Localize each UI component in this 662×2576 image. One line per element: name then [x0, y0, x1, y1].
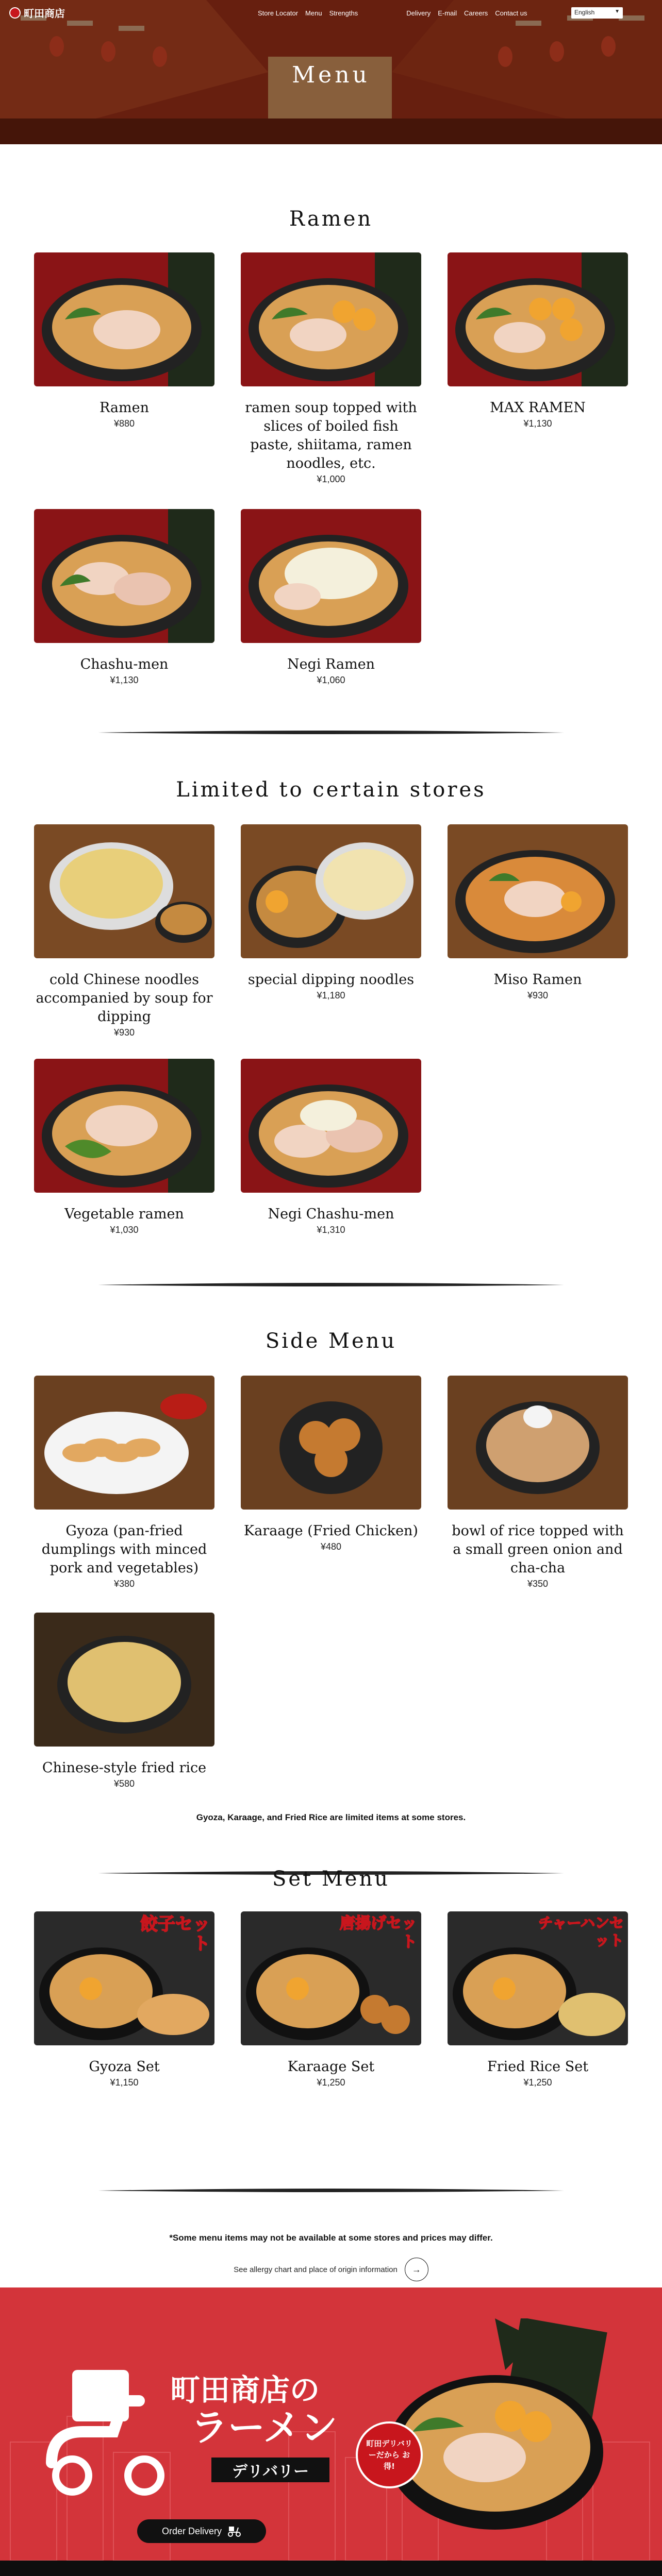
- ramen-bowl-image: [382, 2318, 608, 2545]
- ramen-section-title: Ramen: [289, 207, 373, 231]
- fried-rice-photo: [34, 1613, 214, 1747]
- delivery-headline-1: 町田商店の: [170, 2372, 320, 2408]
- menu-item-price: ¥1,150: [110, 2077, 139, 2088]
- noodle-photo: [241, 824, 421, 958]
- side-menu-note: Gyoza, Karaage, and Fried Rice are limited items at some stores.: [196, 1812, 466, 1822]
- menu-item-name: Negi Chashu-men: [268, 1206, 394, 1222]
- ramen-photo: [241, 509, 421, 643]
- availability-note: *Some menu items may not be available at some stores and prices may differ.: [169, 2233, 493, 2243]
- delivery-banner[interactable]: [0, 2287, 662, 2561]
- nav-menu[interactable]: Menu: [305, 9, 322, 17]
- menu-item[interactable]: [34, 1911, 214, 2088]
- menu-item-name: Vegetable ramen: [64, 1206, 184, 1222]
- menu-item[interactable]: [241, 824, 421, 1001]
- menu-item-price: ¥1,250: [523, 2077, 552, 2088]
- order-delivery-button[interactable]: [137, 2519, 266, 2543]
- menu-item[interactable]: [241, 509, 421, 686]
- menu-item-price: ¥1,250: [317, 2077, 345, 2088]
- menu-item-name: bowl of rice topped with a small green onion and cha-cha: [452, 1523, 624, 1576]
- menu-item[interactable]: [34, 824, 214, 1038]
- menu-item-price: ¥1,000: [317, 474, 345, 484]
- menu-item-name: cold Chinese noodles accompanied by soup for dipping: [36, 972, 213, 1025]
- language-select[interactable]: [571, 7, 623, 19]
- logo-text: 町田商店: [24, 7, 65, 20]
- app-promo-section: [0, 2561, 662, 2576]
- delivery-tag: デリバリー: [211, 2458, 329, 2482]
- menu-item-name: special dipping noodles: [247, 972, 415, 988]
- set-badge: 餃子セット: [140, 1914, 210, 1954]
- brush-divider: [98, 2188, 564, 2194]
- allergy-chart-link[interactable]: [223, 2257, 439, 2282]
- noodle-photo: [34, 824, 214, 958]
- menu-item[interactable]: [448, 824, 628, 1001]
- ramen-photo: [241, 1059, 421, 1193]
- set-badge: チャーハンセット: [538, 1914, 624, 1949]
- menu-item-price: ¥1,030: [110, 1225, 139, 1235]
- ramen-photo: [34, 1059, 214, 1193]
- menu-item-price: ¥1,130: [110, 675, 139, 685]
- menu-item-name: Karaage Set: [287, 2059, 375, 2075]
- menu-item-name: Gyoza Set: [89, 2059, 160, 2075]
- delivery-bubble: 町田デリバリーだから お得!: [356, 2421, 423, 2488]
- hero-banner: [0, 0, 662, 144]
- set-badge: 唐揚げセット: [340, 1914, 417, 1951]
- set-photo: [34, 1911, 214, 2045]
- menu-item-price: ¥1,180: [317, 990, 345, 1001]
- karaage-photo: [241, 1376, 421, 1510]
- ramen-photo: [448, 824, 628, 958]
- menu-item-name: ramen soup topped with slices of boiled fish paste, shiitama, ramen noodles, etc.: [245, 400, 417, 471]
- menu-item-price: ¥1,130: [523, 418, 552, 429]
- brush-divider: [98, 730, 564, 736]
- menu-item-name: Karaage (Fried Chicken): [244, 1523, 418, 1539]
- delivery-scooter-icon: [41, 2365, 165, 2499]
- menu-item[interactable]: [241, 1376, 421, 1552]
- menu-item[interactable]: [448, 1376, 628, 1589]
- menu-item-name: Ramen: [99, 400, 150, 416]
- nav-store-locator[interactable]: Store Locator: [258, 9, 299, 17]
- allergy-link-label: See allergy chart and place of origin information: [234, 2265, 398, 2274]
- menu-item[interactable]: [241, 1911, 421, 2088]
- menu-item-name: Chinese-style fried rice: [42, 1760, 207, 1776]
- menu-item-name: MAX RAMEN: [490, 400, 586, 416]
- menu-item-price: ¥580: [113, 1778, 135, 1789]
- language-value: English: [574, 9, 595, 16]
- arrow-right-icon: →: [405, 2258, 428, 2281]
- site-logo[interactable]: [9, 5, 65, 20]
- menu-item-price: ¥350: [527, 1579, 549, 1589]
- menu-item-price: ¥1,060: [317, 675, 345, 685]
- menu-item[interactable]: [34, 252, 214, 429]
- menu-item-price: ¥880: [113, 418, 135, 429]
- menu-item-name: Gyoza (pan-fried dumplings with minced pork and vegetables): [41, 1523, 207, 1576]
- menu-item-name: Fried Rice Set: [487, 2059, 589, 2075]
- menu-item[interactable]: [241, 252, 421, 485]
- menu-item[interactable]: [34, 509, 214, 686]
- menu-item[interactable]: [241, 1059, 421, 1235]
- rice-bowl-photo: [448, 1376, 628, 1510]
- nav-strengths[interactable]: Strengths: [329, 9, 358, 17]
- menu-item[interactable]: [34, 1613, 214, 1789]
- menu-item-price: ¥480: [320, 1541, 342, 1552]
- side-section-title: Side Menu: [265, 1329, 397, 1353]
- menu-item[interactable]: [448, 1911, 628, 2088]
- menu-item-price: ¥1,310: [317, 1225, 345, 1235]
- ramen-photo: [448, 252, 628, 386]
- ramen-photo: [34, 509, 214, 643]
- set-photo: [241, 1911, 421, 2045]
- page-title: Menu: [292, 62, 370, 88]
- menu-item-price: ¥380: [113, 1579, 135, 1589]
- nav-contact[interactable]: Contact us: [495, 9, 527, 17]
- limited-section-title: Limited to certain stores: [176, 778, 486, 802]
- menu-item[interactable]: [34, 1059, 214, 1235]
- nav-delivery[interactable]: Delivery: [406, 9, 431, 17]
- set-photo: [448, 1911, 628, 2045]
- menu-item-name: Chashu-men: [80, 656, 169, 672]
- delivery-headline-2: ラーメン: [191, 2406, 338, 2449]
- nav-careers[interactable]: Careers: [464, 9, 488, 17]
- menu-item-name: Negi Ramen: [287, 656, 375, 672]
- menu-item-name: Miso Ramen: [493, 972, 582, 988]
- chevron-down-icon: ▼: [615, 9, 620, 14]
- nav-email[interactable]: E-mail: [438, 9, 457, 17]
- ramen-photo: [34, 252, 214, 386]
- menu-item-price: ¥930: [527, 990, 549, 1001]
- menu-item[interactable]: [34, 1376, 214, 1589]
- main-nav: [258, 9, 527, 17]
- brush-divider: [98, 1282, 564, 1288]
- ramen-photo: [241, 252, 421, 386]
- menu-item[interactable]: [448, 252, 628, 429]
- order-delivery-label: Order Delivery: [161, 2526, 222, 2536]
- logo-emblem-icon: [9, 7, 21, 19]
- gyoza-photo: [34, 1376, 214, 1510]
- set-section-title: Set Menu: [272, 1867, 390, 1891]
- menu-item-price: ¥930: [113, 1027, 135, 1038]
- scooter-icon: [228, 2526, 241, 2537]
